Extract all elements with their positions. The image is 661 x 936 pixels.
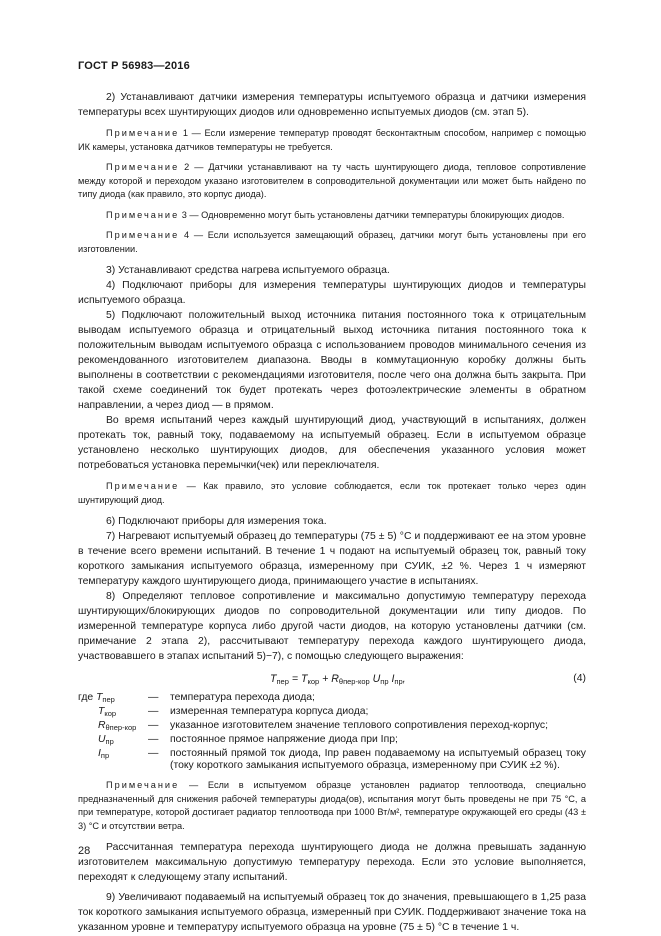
step-8-paragraph: 8) Определяют тепловое сопротивление и максимально допустимую температуру перехода шунтирующих/блокирующих диодов по сопроводительной документации или типу диодов. По измеренной температуре корпуса либо другой части диодов, на которую установлены датчики (см. примечание 2 этапа 2), рассчитывают температуру перехода каждого шунтирующего диода, участвовавшего в этапах испытаний 5)−7), с помощью следующего выражения:	[78, 591, 586, 662]
document-header: ГОСТ Р 56983—2016	[78, 60, 190, 72]
step-3-paragraph: 3) Устанавливают средства нагрева испытуемого образца.	[106, 265, 390, 276]
note-2	[78, 161, 586, 202]
formula-legend	[78, 692, 586, 772]
legend-row: Iпр — постоянный прямой ток диода, Iпр равен подаваемому на испытуемый образец току (току короткого замыкания испытуемого образца, измеренному при СУИК ±2 %).	[98, 748, 586, 771]
note-5-text: — Как правило, это условие соблюдается, если ток протекает только через один шунтирующий диод.	[78, 481, 586, 505]
step-5-continuation: Во время испытаний через каждый шунтирующий диод, участвующий в испытаниях, должен протекать ток, равный току, подаваемому на испытуемый образец. Если в испытуемом образце установлено несколько шунтирующих диодов, для обеспечения указанного условия может потребоваться установка перемычки(чек) или переключателя.	[78, 415, 586, 471]
note-label: Примечание	[106, 230, 180, 240]
note-4-text: 4 — Если используется замещающий образец, датчики могут быть установлены при его изготовлении.	[78, 230, 587, 254]
note-4	[78, 229, 586, 256]
legend-row: где Tпер — температура перехода диода;	[78, 692, 315, 704]
step-5-paragraph: 5) Подключают положительный выход источника питания постоянного тока к отрицательным выводам испытуемого образца и отрицательный выход источника питания постоянного тока к положительным выводам испытуемого образца с использованием проводов минимального сечения из рекомендованного изготовителем диапазона. Вводы в коммутационную коробку должны быть выполнены в соответствии с рекомендациями изготовителя, после чего она должна быть закрыта. При такой схеме соединений ток будет протекать через фотоэлектрические элементы в обратном направлении, а через диод — в прямом.	[78, 310, 586, 411]
note-label: Примечание	[106, 780, 180, 790]
step-2-paragraph: 2) Устанавливают датчики измерения температуры испытуемого образца и датчики измерения температуры всех шунтирующих диодов или одновременно испытуемых диодов (см. этап 5).	[78, 92, 586, 118]
note-3	[78, 209, 586, 223]
note-1	[78, 127, 586, 154]
note-1-text: 1 — Если измерение температур проводят бесконтактным способом, например с помощью ИК камеры, установка датчиков температуры не требуется.	[78, 128, 586, 152]
legend-row: Tкор — измеренная температура корпуса диода;	[98, 706, 369, 718]
page-number: 28	[78, 845, 91, 857]
note-5	[78, 480, 586, 507]
note-2-text: 2 — Датчики устанавливают на ту часть шунтирующего диода, тепловое сопротивление между которой и переходом указано изготовителем в сопроводительной документации или может быть найдено по типу диода (как правило, это корпус диода).	[78, 162, 586, 199]
legend-row: Rθпер-кор — указанное изготовителем значение теплового сопротивления переход-корпус;	[98, 720, 549, 732]
note-6	[78, 779, 586, 833]
note-6-text: — Если в испытуемом образце установлен радиатор теплоотвода, специально предназначенный для снижения рабочей температуры диода(ов), испытания могут быть проведены не при 75 °С, а при температуре, которой достигает радиатор теплоотвода при 1000 Вт/м², температуре окружающей его среды (43 ± 3) °С и отсутствии ветра.	[78, 780, 586, 831]
note-label: Примечание	[106, 481, 180, 491]
formula-number: (4)	[573, 673, 586, 684]
step-7-paragraph: 7) Нагревают испытуемый образец до температуры (75 ± 5) °С и поддерживают ее на этом уровне в течение всего времени испытаний. В течение 1 ч подают на испытуемый образец ток, равный току короткого замыкания испытуемого образца, измеренному при СУИК, ±2 %. Через 1 ч измеряют температуру каждого шунтирующего диода, принимающего участие в испытаниях.	[78, 531, 586, 587]
step-6-paragraph: 6) Подключают приборы для измерения тока.	[106, 516, 327, 527]
note-label: Примечание	[106, 209, 180, 220]
note-label: Примечание	[106, 128, 180, 138]
page-content	[78, 90, 586, 935]
step-9-paragraph: 9) Увеличивают подаваемый на испытуемый образец ток до значения, превышающего в 1,25 раза ток короткого замыкания испытуемого образца, измеренный при СУИК. Поддерживают значение тока на указанном уровне и температуру испытуемого образца на уровне (75 ± 5) °С в течение 1 ч.	[78, 892, 586, 933]
step-4-paragraph: 4) Подключают приборы для измерения температуры шунтирующих диодов и температуры испытуемого образца.	[78, 280, 586, 306]
note-label: Примечание	[106, 162, 180, 172]
legend-row: Uпр — постоянное прямое напряжение диода при Iпр;	[98, 734, 398, 746]
note-3-text: 3 — Одновременно могут быть установлены датчики температуры блокирующих диодов.	[181, 209, 565, 220]
junction-temperature-paragraph: Рассчитанная температура перехода шунтирующего диода не должна превышать заданную изготовителем максимальную допустимую температуру перехода. Если это условие выполняется, переходят к следующему этапу испытаний.	[78, 842, 586, 883]
formula-4	[78, 670, 586, 692]
formula-expression: $T_{пер} = T_{кор} + R_{\theta пер-кор}$ $U_{пр}$ $I_{пр}$,	[270, 673, 406, 686]
